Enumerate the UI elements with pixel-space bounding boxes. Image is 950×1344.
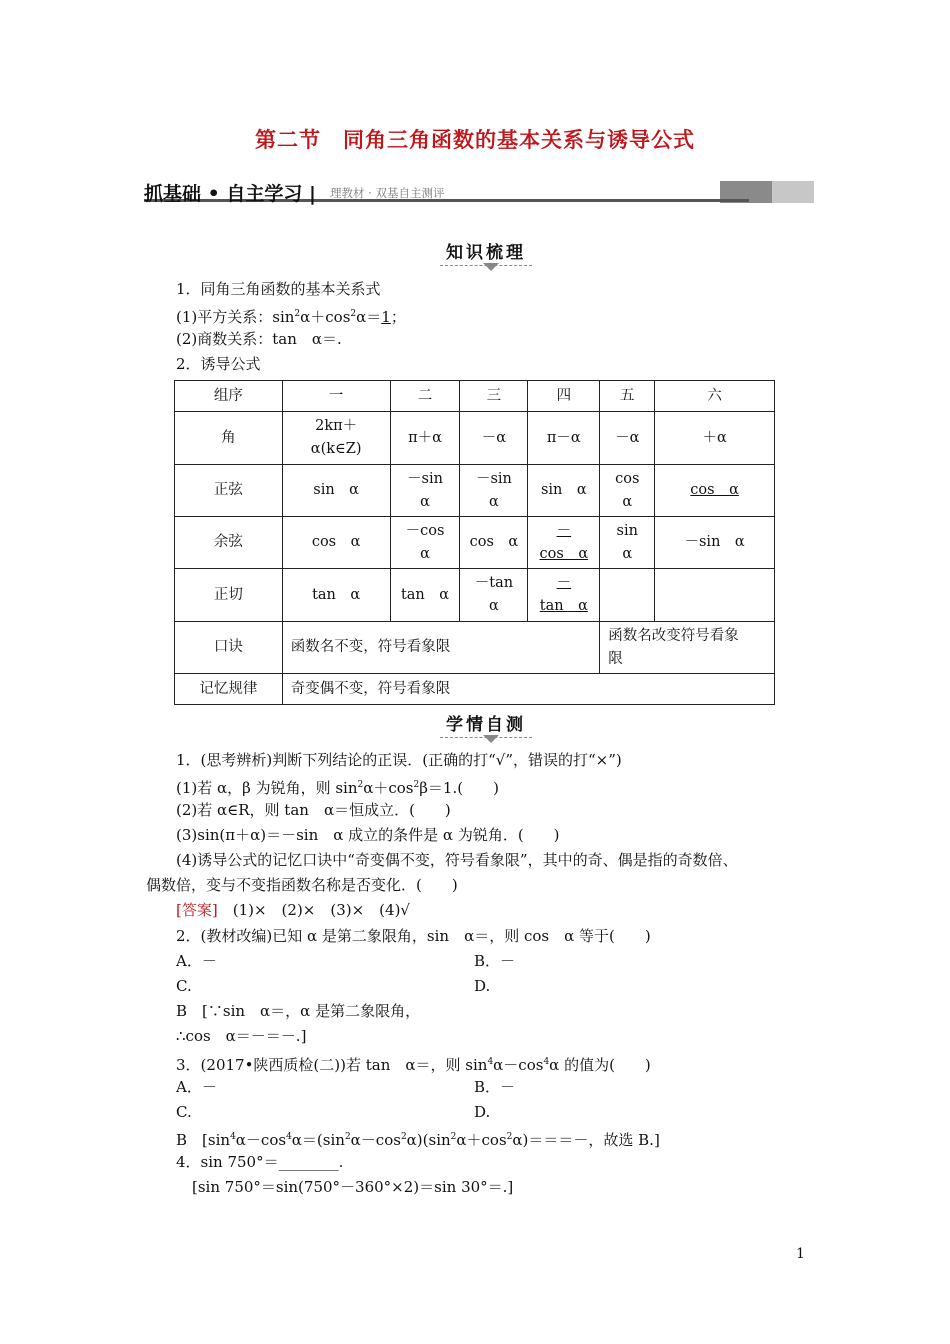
q1-stem: 1．(思考辨析)判断下列结论的正误．(正确的打“√”，错误的打“×”) xyxy=(176,751,622,769)
table-cell xyxy=(655,465,775,517)
q2-sol-text: [∵sin α＝，α 是第二象限角， xyxy=(202,1002,421,1020)
answer-text: (1)× (2)× (3)× (4)√ xyxy=(232,901,410,919)
table-cell: 正弦 xyxy=(175,465,283,517)
q3-sol-part: α)(sin xyxy=(406,1131,451,1149)
table-cell xyxy=(600,622,775,674)
page-title: 第二节 同角三角函数的基本关系与诱导公式 xyxy=(255,127,695,152)
table-cell: 奇变偶不变，符号看象限 xyxy=(282,674,774,705)
q3-post: α 的值为( ) xyxy=(549,1056,651,1074)
table-cell: sin α xyxy=(282,465,390,517)
sup: 2 xyxy=(294,309,301,319)
q3-option-b: B．－ xyxy=(474,1078,516,1096)
q3-stem xyxy=(176,1052,651,1075)
table-cell xyxy=(655,569,775,622)
table-cell xyxy=(390,517,460,569)
cell-line: －sin xyxy=(475,470,512,487)
table-cell: 六 xyxy=(655,381,775,412)
induction-formula-table xyxy=(174,380,775,705)
k1-quotient-relation: (2)商数关系：tan α＝. xyxy=(176,330,342,348)
q2-solution-line1 xyxy=(176,1001,420,1021)
q1-item-2: (2)若 α∈R，则 tan α＝恒成立．( ) xyxy=(176,801,451,819)
k1-square-relation xyxy=(176,304,406,327)
sup: 4 xyxy=(543,1057,550,1067)
q4-stem: 4．sin 750°＝________. xyxy=(176,1153,344,1171)
cell-line: －tan xyxy=(474,575,514,591)
knowledge-heading: 知识梳理 xyxy=(440,238,532,266)
k1a-mid: α＋cos xyxy=(300,308,351,326)
selftest-heading-wrap xyxy=(440,710,532,738)
q2-option-b: B．－ xyxy=(474,952,516,970)
q1-1-post: β＝1.( ) xyxy=(419,779,499,797)
cell-answer: cos α xyxy=(539,545,589,562)
table-cell: π－α xyxy=(528,412,600,465)
cell-line: α xyxy=(489,493,499,510)
sup: 2 xyxy=(400,1132,407,1142)
table-cell: －α xyxy=(460,412,528,465)
table-cell: 口诀 xyxy=(175,622,283,674)
table-cell: 记忆规律 xyxy=(175,674,283,705)
table-cell: tan α xyxy=(390,569,460,622)
q3-solution xyxy=(176,1127,660,1150)
cell-line: α xyxy=(420,545,430,562)
sup: 2 xyxy=(413,780,420,790)
q3-option-d: D. xyxy=(474,1103,491,1121)
q3-sol-part: α－cos xyxy=(350,1131,401,1149)
table-cell: 组序 xyxy=(175,381,283,412)
cell-line: α(k∈Z) xyxy=(310,441,362,457)
table-cell: cos α xyxy=(460,517,528,569)
triangle-marker-icon xyxy=(483,735,499,743)
table-row-tan xyxy=(175,569,775,622)
cell-line: α xyxy=(420,493,430,510)
q1-1-mid: α＋cos xyxy=(363,779,414,797)
q3-sol-part: α)＝＝＝－，故选 B.] xyxy=(512,1131,660,1149)
cell-line: α xyxy=(622,545,633,562)
cell-line: α xyxy=(489,598,499,614)
banner-block-light xyxy=(772,181,814,203)
q2-solution-line2: ∴cos α＝－＝－.] xyxy=(176,1027,307,1045)
table-row-angle xyxy=(175,412,775,465)
q1-item-3: (3)sin(π＋α)＝－sin α 成立的条件是 α 为锐角．( ) xyxy=(176,826,560,844)
q1-item-4-line2: 偶数倍，变与不变指函数名称是否变化．( ) xyxy=(146,876,458,894)
sup: 2 xyxy=(350,309,357,319)
table-cell: ＋α xyxy=(655,412,775,465)
cell-line: sin xyxy=(616,522,638,539)
cell-answer: － xyxy=(556,522,572,539)
table-row-cos xyxy=(175,517,775,569)
cell-line: α xyxy=(622,493,633,510)
section-banner-subtitle: 理教材 · 双基自主测评 xyxy=(330,186,445,200)
table-cell xyxy=(460,569,528,622)
q3-choice: B xyxy=(176,1131,188,1149)
table-cell: 一 xyxy=(282,381,390,412)
table-cell: 四 xyxy=(528,381,600,412)
table-cell xyxy=(282,412,390,465)
cell-line: －sin xyxy=(407,470,443,487)
table-cell: π＋α xyxy=(390,412,460,465)
table-cell xyxy=(600,465,655,517)
page-number: 1 xyxy=(796,1246,805,1262)
sup: 4 xyxy=(230,1132,236,1142)
table-cell: sin α xyxy=(528,465,600,517)
table-row-memory xyxy=(175,674,775,705)
cell-answer: cos α xyxy=(690,482,739,498)
cell-answer: tan α xyxy=(539,598,588,614)
table-cell: 正切 xyxy=(175,569,283,622)
q1-item-4-line1: (4)诱导公式的记忆口诀中“奇变偶不变，符号看象限”，其中的奇、偶是指的奇数倍、 xyxy=(176,851,738,869)
q1-answer xyxy=(176,900,410,920)
sup: 4 xyxy=(487,1057,494,1067)
table-row-sin xyxy=(175,465,775,517)
k1a-post: α＝ xyxy=(356,308,382,326)
q2-option-d: D. xyxy=(474,977,491,995)
table-cell xyxy=(600,569,655,622)
table-cell: cos α xyxy=(282,517,390,569)
answer-label: [答案] xyxy=(176,901,218,919)
table-cell xyxy=(528,517,600,569)
k1a-pre: (1)平方关系：sin xyxy=(176,308,295,326)
table-row-rhyme xyxy=(175,622,775,674)
sup: 2 xyxy=(344,1132,351,1142)
table-cell: 角 xyxy=(175,412,283,465)
sup: 2 xyxy=(357,780,364,790)
table-cell: tan α xyxy=(282,569,390,622)
k1a-answer: 1 xyxy=(381,308,391,326)
table-cell: 余弦 xyxy=(175,517,283,569)
k1-heading: 1．同角三角函数的基本关系式 xyxy=(176,280,381,298)
q3-sol-part: α－cos xyxy=(235,1131,287,1149)
sup: 2 xyxy=(506,1132,513,1142)
sup: 2 xyxy=(450,1132,457,1142)
q2-option-c: C. xyxy=(176,977,192,995)
triangle-marker-icon xyxy=(483,263,499,271)
cell-line: 函数名改变符号看象 xyxy=(608,627,739,644)
q3-sol-part: [sin xyxy=(202,1131,231,1149)
q3-sol-part: α＝(sin xyxy=(291,1131,345,1149)
q2-option-a: A．－ xyxy=(176,952,217,970)
k1a-end: ； xyxy=(390,308,406,326)
table-cell: －sin α xyxy=(655,517,775,569)
table-cell: 二 xyxy=(390,381,460,412)
cell-line: cos xyxy=(615,470,640,487)
q1-1-pre: (1)若 α，β 为锐角，则 sin xyxy=(176,779,358,797)
q3-option-a: A．－ xyxy=(176,1078,217,1096)
selftest-heading: 学情自测 xyxy=(440,710,532,738)
k2-heading: 2．诱导公式 xyxy=(176,355,261,373)
table-row-header xyxy=(175,381,775,412)
knowledge-heading-wrap xyxy=(440,238,532,266)
q2-choice: B xyxy=(176,1002,188,1020)
table-cell: 三 xyxy=(460,381,528,412)
table-cell xyxy=(460,465,528,517)
cell-line: －cos xyxy=(405,522,445,539)
q3-mid: α－cos xyxy=(493,1056,544,1074)
table-cell xyxy=(600,517,655,569)
cell-line: 2kπ＋ xyxy=(315,418,358,434)
table-cell xyxy=(528,569,600,622)
cell-answer: － xyxy=(556,575,572,591)
table-cell: 五 xyxy=(600,381,655,412)
table-cell xyxy=(390,465,460,517)
q3-option-c: C. xyxy=(176,1103,192,1121)
q4-solution: [sin 750°＝sin(750°－360°×2)＝sin 30°＝.] xyxy=(192,1178,514,1196)
q2-stem: 2．(教材改编)已知 α 是第二象限角，sin α＝，则 cos α 等于( ) xyxy=(176,927,651,945)
q3-sol-part: α＋cos xyxy=(456,1131,507,1149)
cell-line: 限 xyxy=(608,650,623,667)
table-cell: －α xyxy=(600,412,655,465)
sup: 4 xyxy=(286,1132,292,1142)
section-banner-title: 抓基础 • 自主学习 | xyxy=(144,183,316,205)
table-cell: 函数名不变，符号看象限 xyxy=(282,622,600,674)
q3-pre: 3．(2017•陕西质检(二))若 tan α＝，则 sin xyxy=(176,1056,488,1074)
q1-item-1 xyxy=(176,775,499,798)
